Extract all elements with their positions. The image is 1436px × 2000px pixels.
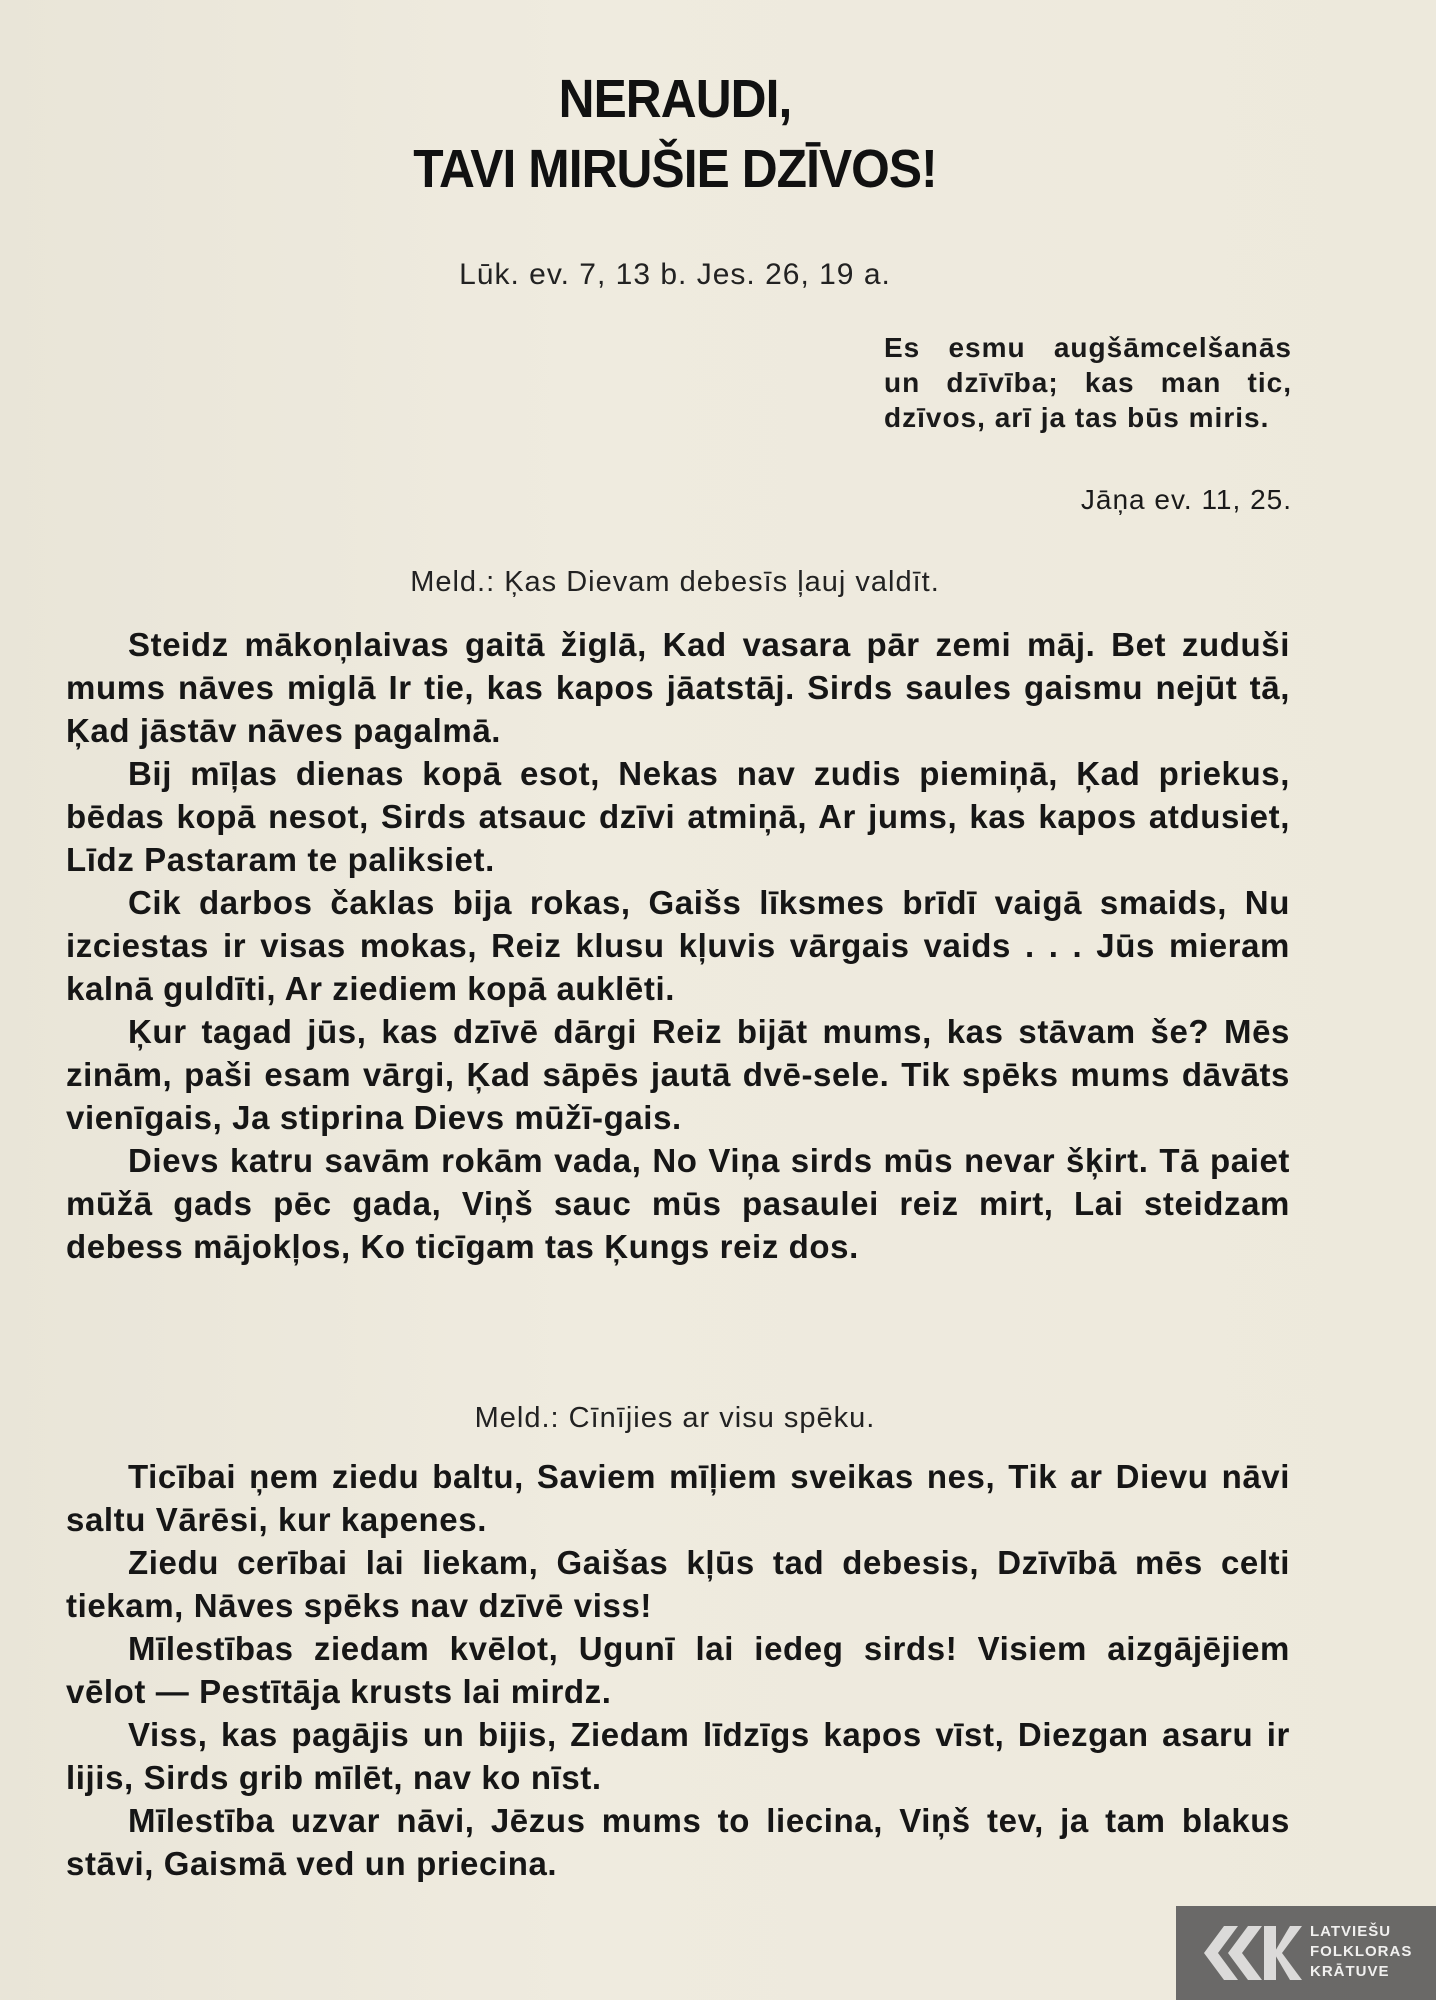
- hymn-2-verses: [66, 1455, 1290, 1885]
- archive-name-line-1: LATVIEŠU: [1310, 1923, 1392, 1940]
- scripture-reference: Lūk. ev. 7, 13 b. Jes. 26, 19 a.: [459, 258, 891, 291]
- hymn-1-verse-4: Ķur tagad jūs, kas dzīvē dārgi Reiz bijāt mums, kas stāvam še? Mēs zinām, paši esam vārgi, Ķad sāpēs jautā dvē-sele. Tik spēks mums dāvāts vienīgais, Ja stiprina Dievs mūžī-gais.: [66, 1013, 1290, 1136]
- epigraph-source: Jāņa ev. 11, 25.: [1080, 484, 1292, 515]
- hymn-2-verse-2: Ziedu cerībai lai liekam, Gaišas kļūs tad debesis, Dzīvībā mēs celti tiekam, Nāves spēks nav dzīvē viss!: [66, 1544, 1290, 1624]
- archive-name-line-3: KRĀTUVE: [1310, 1963, 1390, 1980]
- hymn-2-melody: Meld.: Cīnījies ar visu spēku.: [474, 1402, 876, 1434]
- hymn-2-verse-3: Mīlestības ziedam kvēlot, Ugunī lai iedeg sirds! Visiem aizgājējiem vēlot — Pestītāja krusts lai mirdz.: [66, 1630, 1290, 1710]
- hymn-2-verse-5: Mīlestība uzvar nāvi, Jēzus mums to liecina, Viņš tev, ja tam blakus stāvi, Gaismā ved un priecina.: [66, 1802, 1290, 1882]
- page-title-line-2: TAVI MIRUŠIE DZĪVOS!: [413, 139, 937, 199]
- archive-logo-icon: [1194, 1918, 1304, 1988]
- hymn-2-verse-1: Ticībai ņem ziedu baltu, Saviem mīļiem sveikas nes, Tik ar Dievu nāvi saltu Vārēsi, kur kapenes.: [66, 1458, 1290, 1538]
- archive-watermark: [1176, 1906, 1436, 2000]
- hymn-1-verse-3: Cik darbos čaklas bija rokas, Gaišs līksmes brīdī vaigā smaids, Nu izciestas ir visas mokas, Reiz klusu kļuvis vārgais vaids . . . Jūs mieram kalnā guldīti, Ar ziediem kopā auklēti.: [66, 884, 1290, 1007]
- hymn-1-verses: [66, 623, 1290, 1268]
- hymn-2-verse-4: Viss, kas pagājis un bijis, Ziedam līdzīgs kapos vīst, Diezgan asaru ir lijis, Sirds grib mīlēt, nav ko nīst.: [66, 1716, 1290, 1796]
- hymn-1-verse-5: Dievs katru savām rokām vada, No Viņa sirds mūs nevar šķirt. Tā paiet mūžā gads pēc gada, Viņš sauc mūs pasaulei reiz mirt, Lai steidzam debess mājokļos, Ko ticīgam tas Ķungs reiz dos.: [66, 1142, 1290, 1265]
- archive-name-line-2: FOLKLORAS: [1310, 1943, 1413, 1960]
- page-title-line-1: NERAUDI,: [558, 69, 792, 129]
- hymn-1-melody: Meld.: Ķas Dievam debesīs ļauj valdīt.: [410, 566, 940, 598]
- hymn-1-verse-2: Bij mīļas dienas kopā esot, Nekas nav zudis piemiņā, Ķad priekus, bēdas kopā nesot, Sirds atsauc dzīvi atmiņā, Ar jums, kas kapos atdusiet, Līdz Pastaram te paliksiet.: [66, 755, 1290, 878]
- epigraph-quote: Es esmu augšāmcelšanās un dzīvība; kas man tic, dzīvos, arī ja tas būs miris.: [884, 332, 1292, 433]
- archive-name: [1310, 1922, 1412, 1982]
- hymn-1-verse-1: Steidz mākoņlaivas gaitā žiglā, Kad vasara pār zemi māj. Bet zuduši mums nāves miglā Ir tie, kas kapos jāatstāj. Sirds saules gaismu nejūt tā, Ķad jāstāv nāves pagalmā.: [66, 626, 1290, 749]
